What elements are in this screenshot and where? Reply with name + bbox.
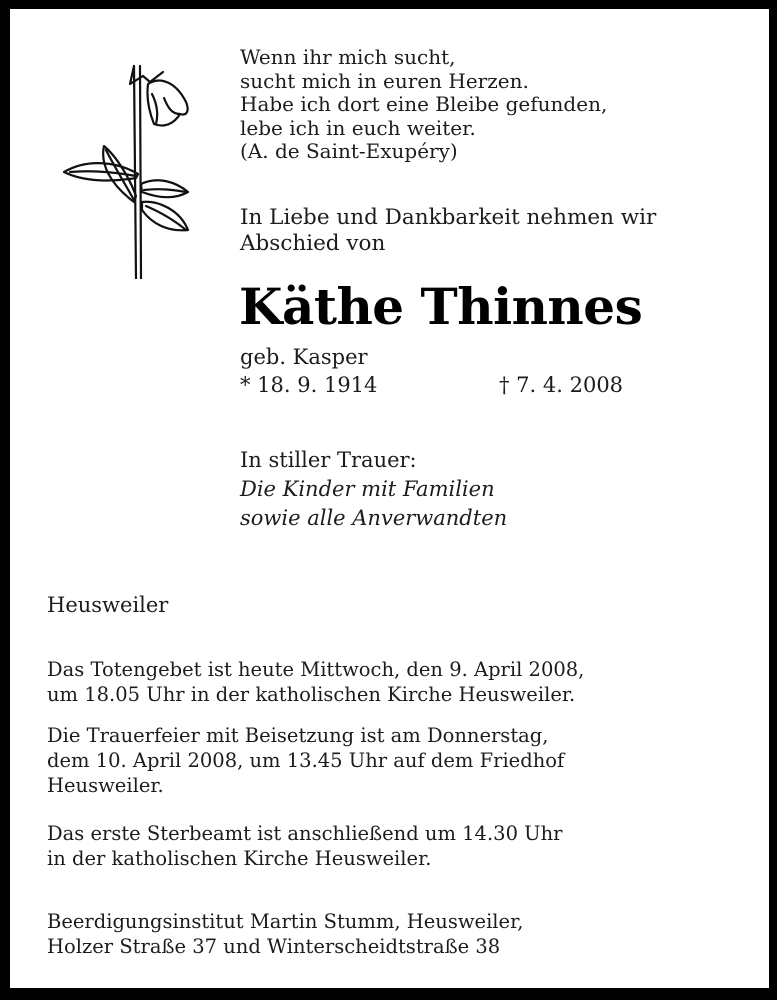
poem-line: Wenn ihr mich sucht,	[240, 45, 456, 69]
paragraph-line: Das Totengebet ist heute Mittwoch, den 9. April 2008,	[47, 658, 585, 681]
life-dates	[240, 372, 624, 398]
mourners-line: sowie alle Anverwandten	[240, 506, 508, 530]
paragraph-line: in der katholischen Kirche Heusweiler.	[47, 847, 432, 870]
paragraph-line: um 18.05 Uhr in der katholischen Kirche Heusweiler.	[47, 683, 576, 706]
deceased-name: Käthe Thinnes	[239, 277, 643, 336]
maiden-name: geb. Kasper	[240, 345, 368, 369]
paragraph-line: Holzer Straße 37 und Winterscheidtstraße 38	[47, 935, 501, 958]
poem-line: Habe ich dort eine Bleibe gefunden,	[240, 92, 608, 116]
paragraph-line: Das erste Sterbeamt ist anschließend um 14.30 Uhr	[47, 822, 563, 845]
mass-info	[47, 821, 563, 871]
mourners-line: Die Kinder mit Familien	[240, 477, 495, 501]
mourning-label: In stiller Trauer:	[240, 448, 417, 472]
place: Heusweiler	[47, 593, 169, 617]
intro-text	[240, 205, 656, 257]
intro-line: In Liebe und Dankbarkeit nehmen wir	[240, 205, 657, 230]
birth-date: * 18. 9. 1914	[240, 373, 378, 397]
intro-line: Abschied von	[240, 231, 386, 256]
paragraph-line: Die Trauerfeier mit Beisetzung ist am Donnerstag,	[47, 724, 549, 747]
prayer-info	[47, 657, 584, 707]
poem-line: sucht mich in euren Herzen.	[240, 68, 529, 93]
paragraph-line: Beerdigungsinstitut Martin Stumm, Heusweiler,	[47, 910, 524, 933]
mourners	[240, 475, 507, 533]
paragraph-line: dem 10. April 2008, um 13.45 Uhr auf dem Friedhof	[47, 749, 565, 772]
obituary-notice	[10, 9, 769, 988]
funeral-info	[47, 723, 564, 798]
poem-attribution: (A. de Saint-Exupéry)	[240, 139, 458, 163]
rose-icon	[48, 54, 198, 279]
paragraph-line: Heusweiler.	[47, 774, 164, 797]
undertaker-info	[47, 909, 523, 959]
poem-line: lebe ich in euch weiter.	[240, 115, 476, 140]
death-date: † 7. 4. 2008	[499, 373, 624, 397]
poem	[240, 46, 607, 164]
